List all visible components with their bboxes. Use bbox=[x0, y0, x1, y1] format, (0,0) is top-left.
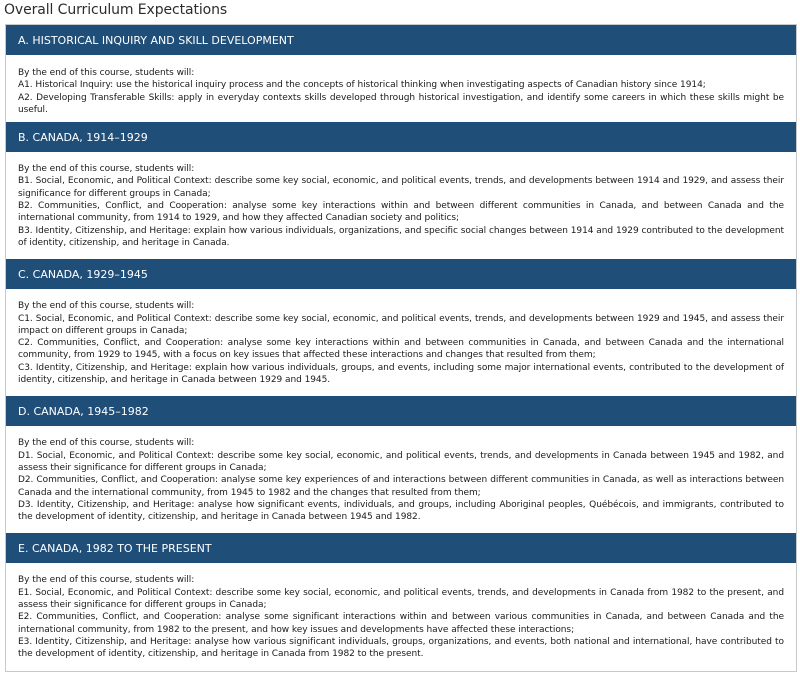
expectation-item: E3. Identity, Citizenship, and Heritage: analyse how various significant individuals, groups, organizations, and events, both national and international, have contributed to the development of identity, citizenship, and heritage in Canada from 1982 to the present. bbox=[18, 636, 784, 660]
expectation-item: A2. Developing Transferable Skills: apply in everyday contexts skills developed through historical investigation, and identify some careers in which these skills might be useful. bbox=[18, 92, 784, 115]
section-intro: By the end of this course, students will: bbox=[18, 575, 195, 586]
page-title: Overall Curriculum Expectations bbox=[4, 2, 228, 18]
section-intro: By the end of this course, students will: bbox=[18, 301, 195, 312]
section-body bbox=[6, 426, 796, 533]
section-intro: By the end of this course, students will: bbox=[18, 438, 195, 449]
section-body bbox=[6, 563, 796, 670]
section-header: C. CANADA, 1929–1945 bbox=[6, 259, 796, 289]
expectations-table bbox=[5, 24, 797, 672]
expectation-item: D1. Social, Economic, and Political Context: describe some key social, economic, and political events, trends, and developments in Canada between 1945 and 1982, and assess their significance for different groups in Canada; bbox=[18, 450, 784, 473]
section-c bbox=[6, 259, 796, 396]
expectation-item: A1. Historical Inquiry: use the historical inquiry process and the concepts of historical thinking when investigating aspects of Canadian history since 1914; bbox=[18, 80, 706, 91]
expectation-item: B3. Identity, Citizenship, and Heritage: explain how various individuals, organizations, and specific social changes between 1914 and 1929 contributed to the development of identity, citizenship, and heritage in Canada. bbox=[18, 225, 784, 248]
expectation-item: E2. Communities, Conflict, and Cooperation: analyse some significant interactions within and between various communities in Canada, and between Canada and the international community, from 1982 to the present, and how key issues and developments have affected these interactions; bbox=[18, 612, 784, 635]
expectation-item: B2. Communities, Conflict, and Cooperation: analyse some key interactions within and between different communities in Canada, and between Canada and the international community, from 1914 to 1929, and how they affected Canadian society and politics; bbox=[18, 201, 784, 224]
section-d bbox=[6, 396, 796, 533]
section-a bbox=[6, 25, 796, 122]
expectation-item: E1. Social, Economic, and Political Context: describe some key social, economic, and political events, trends, and developments in Canada from 1982 to the present, and assess their significance for different groups in Canada; bbox=[18, 587, 784, 611]
expectation-item: D3. Identity, Citizenship, and Heritage: analyse how significant events, individuals, and groups, including Aboriginal peoples, Québécois, and immigrants, contributed to the development of identity, citizenship, and heritage in Canada between 1945 and 1982. bbox=[18, 499, 784, 523]
expectation-item: C3. Identity, Citizenship, and Heritage: explain how various individuals, groups, and events, including some major international events, contributed to the development of identity, citizenship, and heritage in Canada between 1929 and 1945. bbox=[18, 362, 784, 386]
expectation-item: C1. Social, Economic, and Political Context: describe some key social, economic, and political events, trends, and developments between 1929 and 1945, and assess their impact on different groups in Canada; bbox=[18, 313, 784, 336]
section-b bbox=[6, 122, 796, 259]
section-body bbox=[6, 55, 796, 122]
section-body bbox=[6, 289, 796, 396]
expectation-item: D2. Communities, Conflict, and Cooperation: analyse some key experiences of and interactions between different communities in Canada, as well as interactions between Canada and the international community, from 1945 to 1982 and the changes that resulted from them; bbox=[18, 475, 784, 498]
section-header: D. CANADA, 1945–1982 bbox=[6, 396, 796, 426]
section-header: B. CANADA, 1914–1929 bbox=[6, 122, 796, 152]
section-intro: By the end of this course, students will: bbox=[18, 68, 195, 78]
section-intro: By the end of this course, students will: bbox=[18, 164, 195, 175]
section-header: A. HISTORICAL INQUIRY AND SKILL DEVELOPMENT bbox=[6, 25, 796, 55]
expectation-item: C2. Communities, Conflict, and Cooperation: analyse some key interactions within and between communities in Canada, and between Canada and the international community, from 1929 to 1945, with a focus on key issues that affected these interactions and changes that resulted from them; bbox=[18, 338, 784, 361]
section-header: E. CANADA, 1982 TO THE PRESENT bbox=[6, 533, 796, 563]
section-body bbox=[6, 152, 796, 259]
expectation-item: B1. Social, Economic, and Political Context: describe some key social, economic, and political events, trends, and developments between 1914 and 1929, and assess their significance for different groups in Canada; bbox=[18, 176, 784, 199]
section-e bbox=[6, 533, 796, 670]
